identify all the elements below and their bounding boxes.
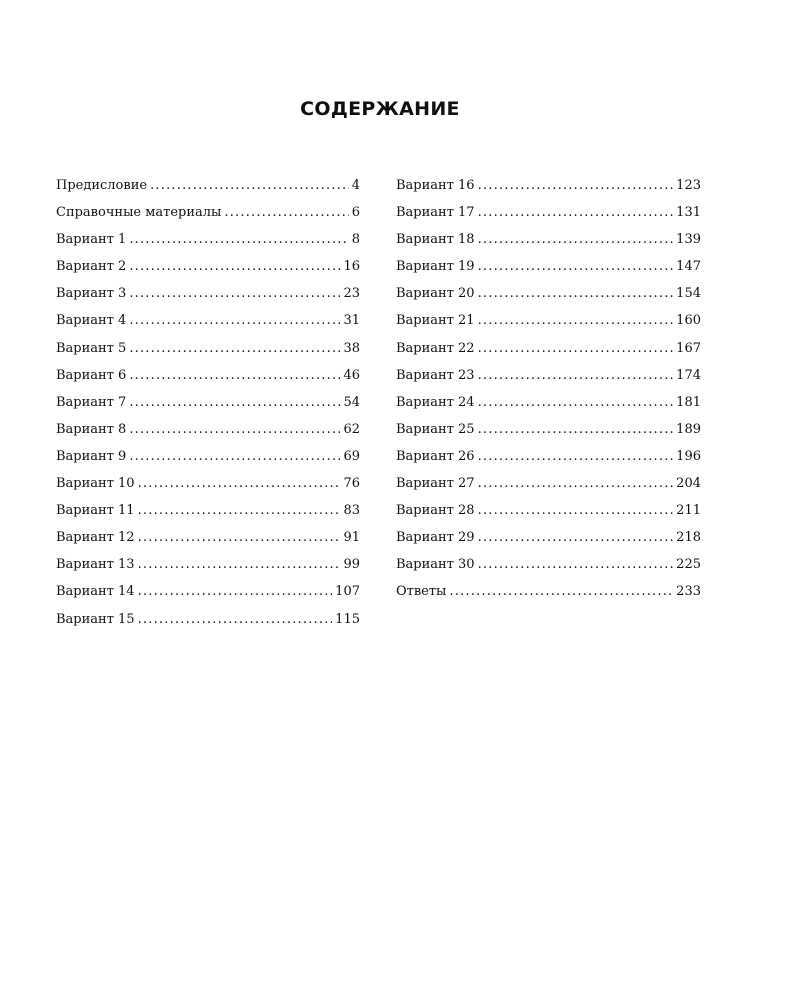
toc-entry-page: 69: [343, 448, 360, 464]
dot-leader: [138, 501, 341, 521]
toc-entry-label: Вариант 5: [56, 340, 127, 356]
dot-leader: [129, 393, 340, 413]
toc-entry-label: Вариант 7: [56, 394, 127, 410]
toc-entry[interactable]: [396, 447, 701, 474]
toc-entry-page: 211: [676, 503, 701, 519]
toc-entry[interactable]: [396, 555, 701, 582]
toc-entry-label: Вариант 19: [396, 259, 475, 275]
toc-entry-page: 76: [343, 476, 360, 492]
toc-entry-page: 46: [343, 367, 360, 383]
toc-entry[interactable]: [56, 339, 360, 366]
toc-left-column: [56, 176, 360, 637]
toc-entry-page: 107: [335, 584, 360, 600]
dot-leader: [449, 582, 673, 602]
toc-entry-label: Вариант 1: [56, 232, 127, 248]
toc-entry-label: Вариант 14: [56, 584, 135, 600]
toc-entry-label: Вариант 2: [56, 259, 127, 275]
toc-entry-label: Вариант 16: [396, 178, 475, 193]
toc-entry-page: 160: [676, 313, 701, 329]
dot-leader: [478, 257, 674, 277]
toc-entry[interactable]: [396, 203, 701, 230]
toc-entry-page: 83: [343, 503, 360, 519]
dot-leader: [478, 420, 674, 440]
toc-entry[interactable]: [56, 176, 360, 203]
dot-leader: [129, 447, 340, 467]
toc-entry-label: Вариант 6: [56, 367, 127, 383]
dot-leader: [478, 311, 674, 331]
toc-entry[interactable]: [56, 230, 360, 257]
dot-leader: [478, 284, 674, 304]
toc-entry[interactable]: [56, 447, 360, 474]
dot-leader: [129, 420, 340, 440]
dot-leader: [138, 474, 341, 494]
toc-entry-page: 147: [676, 259, 701, 275]
toc-entry-label: Вариант 3: [56, 286, 127, 302]
toc-entry-page: 4: [351, 178, 360, 193]
toc-entry-page: 225: [676, 557, 701, 573]
toc-entry-page: 23: [343, 286, 360, 302]
toc-entry[interactable]: [56, 582, 360, 609]
dot-leader: [150, 176, 349, 196]
dot-leader: [129, 257, 340, 277]
dot-leader: [478, 474, 674, 494]
toc-entry[interactable]: [396, 230, 701, 257]
toc-entry-label: Предисловие: [56, 178, 148, 193]
dot-leader: [129, 366, 340, 386]
toc-entry[interactable]: [56, 284, 360, 311]
toc-entry[interactable]: [396, 176, 701, 203]
dot-leader: [478, 339, 674, 359]
toc-entry-label: Вариант 22: [396, 340, 475, 356]
toc-entry[interactable]: [396, 311, 701, 338]
toc-entry-label: Вариант 23: [396, 367, 475, 383]
toc-entry-label: Вариант 29: [396, 530, 475, 546]
toc-entry[interactable]: [56, 501, 360, 528]
toc-entry-label: Вариант 20: [396, 286, 475, 302]
dot-leader: [129, 284, 340, 304]
dot-leader: [224, 203, 348, 223]
toc-entry[interactable]: [56, 257, 360, 284]
toc-entry-page: 31: [343, 313, 360, 329]
toc-entry-page: 189: [676, 421, 701, 437]
dot-leader: [138, 582, 333, 602]
dot-leader: [138, 610, 333, 630]
toc-entry-label: Вариант 18: [396, 232, 475, 248]
toc-entry-page: 154: [676, 286, 701, 302]
toc-entry-page: 62: [343, 421, 360, 437]
toc-entry-page: 8: [351, 232, 360, 248]
toc-entry-page: 16: [343, 259, 360, 275]
toc-entry[interactable]: [56, 528, 360, 555]
toc-entry-label: Вариант 25: [396, 421, 475, 437]
dot-leader: [478, 555, 674, 575]
toc-entry-page: 167: [676, 340, 701, 356]
toc-entry-label: Вариант 8: [56, 421, 127, 437]
toc-entry-label: Вариант 12: [56, 530, 135, 546]
toc-entry-page: 181: [676, 394, 701, 410]
toc-right-column: [396, 176, 701, 610]
dot-leader: [129, 311, 340, 331]
toc-entry-page: 204: [676, 476, 701, 492]
dot-leader: [478, 447, 674, 467]
toc-entry[interactable]: [56, 203, 360, 230]
dot-leader: [138, 528, 341, 548]
toc-entry-page: 174: [676, 367, 701, 383]
toc-entry-page: 91: [343, 530, 360, 546]
toc-entry[interactable]: [56, 311, 360, 338]
dot-leader: [478, 528, 674, 548]
dot-leader: [478, 203, 674, 223]
dot-leader: [478, 501, 674, 521]
toc-entry[interactable]: [396, 474, 701, 501]
toc-entry-page: 233: [676, 584, 701, 600]
toc-entry[interactable]: [56, 366, 360, 393]
toc-entry[interactable]: [396, 393, 701, 420]
toc-entry[interactable]: [396, 420, 701, 447]
toc-entry-label: Вариант 13: [56, 557, 135, 573]
toc-entry-label: Вариант 28: [396, 503, 475, 519]
toc-entry[interactable]: [396, 582, 701, 609]
toc-entry[interactable]: [56, 610, 360, 637]
dot-leader: [129, 339, 340, 359]
toc-entry[interactable]: [396, 339, 701, 366]
toc-entry[interactable]: [396, 284, 701, 311]
toc-entry-label: Справочные материалы: [56, 205, 222, 221]
toc-entry[interactable]: [396, 257, 701, 284]
dot-leader: [129, 230, 348, 250]
toc-entry[interactable]: [396, 366, 701, 393]
toc-entry-label: Вариант 10: [56, 476, 135, 492]
toc-entry-page: 123: [676, 178, 701, 193]
toc-entry-label: Ответы: [396, 584, 447, 600]
toc-entry[interactable]: [396, 528, 701, 555]
toc-entry-page: 115: [335, 611, 360, 627]
toc-entry-page: 54: [343, 394, 360, 410]
toc-entry-page: 38: [343, 340, 360, 356]
toc-entry-label: Вариант 9: [56, 448, 127, 464]
toc-entry-page: 6: [351, 205, 360, 221]
dot-leader: [478, 230, 674, 250]
toc-entry-label: Вариант 4: [56, 313, 127, 329]
toc-entry-page: 218: [676, 530, 701, 546]
toc-entry[interactable]: [56, 474, 360, 501]
toc-entry[interactable]: [56, 393, 360, 420]
toc-entry-label: Вариант 26: [396, 448, 475, 464]
toc-entry-label: Вариант 11: [56, 503, 135, 519]
toc-entry-page: 131: [676, 205, 701, 221]
toc-entry-label: Вариант 30: [396, 557, 475, 573]
toc-entry[interactable]: [396, 501, 701, 528]
toc-entry[interactable]: [56, 555, 360, 582]
toc-entry-page: 99: [343, 557, 360, 573]
toc-entry-label: Вариант 17: [396, 205, 475, 221]
toc-entry-page: 139: [676, 232, 701, 248]
dot-leader: [138, 555, 341, 575]
toc-entry-label: Вариант 15: [56, 611, 135, 627]
toc-entry-label: Вариант 21: [396, 313, 475, 329]
dot-leader: [478, 366, 674, 386]
toc-entry-label: Вариант 27: [396, 476, 475, 492]
toc-entry-page: 196: [676, 448, 701, 464]
toc-entry-label: Вариант 24: [396, 394, 475, 410]
dot-leader: [478, 393, 674, 413]
dot-leader: [478, 176, 674, 196]
toc-entry[interactable]: [56, 420, 360, 447]
page-title: СОДЕРЖАНИЕ: [300, 98, 460, 120]
